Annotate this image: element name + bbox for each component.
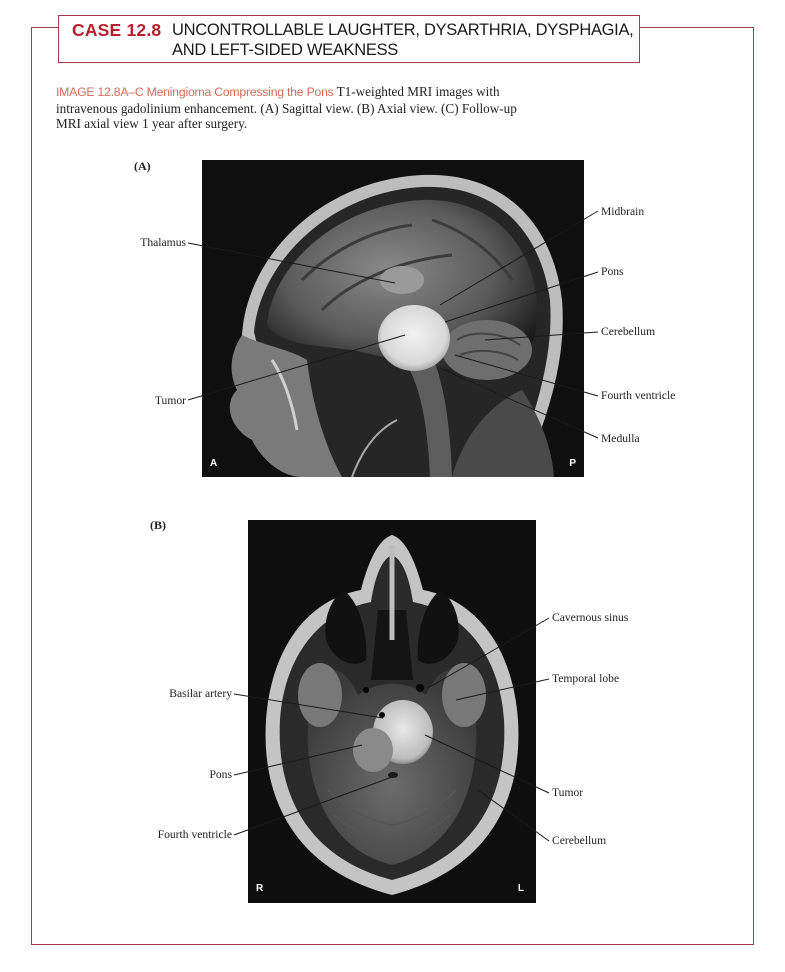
label-cavernous-sinus: Cavernous sinus (552, 611, 629, 624)
case-title-line2: AND LEFT-SIDED WEAKNESS (172, 41, 398, 59)
orientation-left: L (517, 883, 524, 894)
label-midbrain: Midbrain (601, 205, 645, 218)
panel-a-label: (A) (134, 159, 151, 173)
caption-label: IMAGE 12.8A–C Meningioma Compressing the Pons (56, 85, 334, 99)
mri-axial-image (248, 520, 536, 903)
label-tumor-a: Tumor (154, 394, 186, 407)
case-title-line1: UNCONTROLLABLE LAUGHTER, DYSARTHRIA, DYSPHAGIA, (172, 21, 634, 39)
case-number: CASE 12.8 (72, 20, 162, 40)
label-basilar-artery: Basilar artery (169, 687, 232, 700)
label-pons-b: Pons (209, 768, 232, 781)
label-cerebellum-a: Cerebellum (601, 325, 656, 338)
label-temporal-lobe: Temporal lobe (552, 672, 620, 685)
label-cerebellum-b: Cerebellum (552, 834, 607, 847)
case-header (58, 15, 640, 63)
mri-sagittal-image (202, 160, 584, 477)
orientation-anterior: A (210, 458, 218, 469)
case-title (172, 20, 642, 60)
label-tumor-b: Tumor (552, 786, 584, 799)
label-fourth-ventricle-a: Fourth ventricle (601, 389, 676, 402)
panel-b-label: (B) (150, 518, 166, 532)
label-medulla: Medulla (601, 432, 640, 445)
caption-text: T1-weighted MRI images with intravenous gadolinium enhancement. (A) Sagittal view. (B) Axial view. (C) Follow-up MRI axial view 1 year after surgery. (56, 84, 517, 131)
label-fourth-ventricle-b: Fourth ventricle (157, 828, 232, 841)
figure-caption (56, 84, 526, 132)
label-pons-a: Pons (601, 265, 624, 278)
label-thalamus: Thalamus (140, 236, 186, 249)
orientation-posterior: P (569, 458, 576, 469)
orientation-right: R (256, 883, 264, 894)
